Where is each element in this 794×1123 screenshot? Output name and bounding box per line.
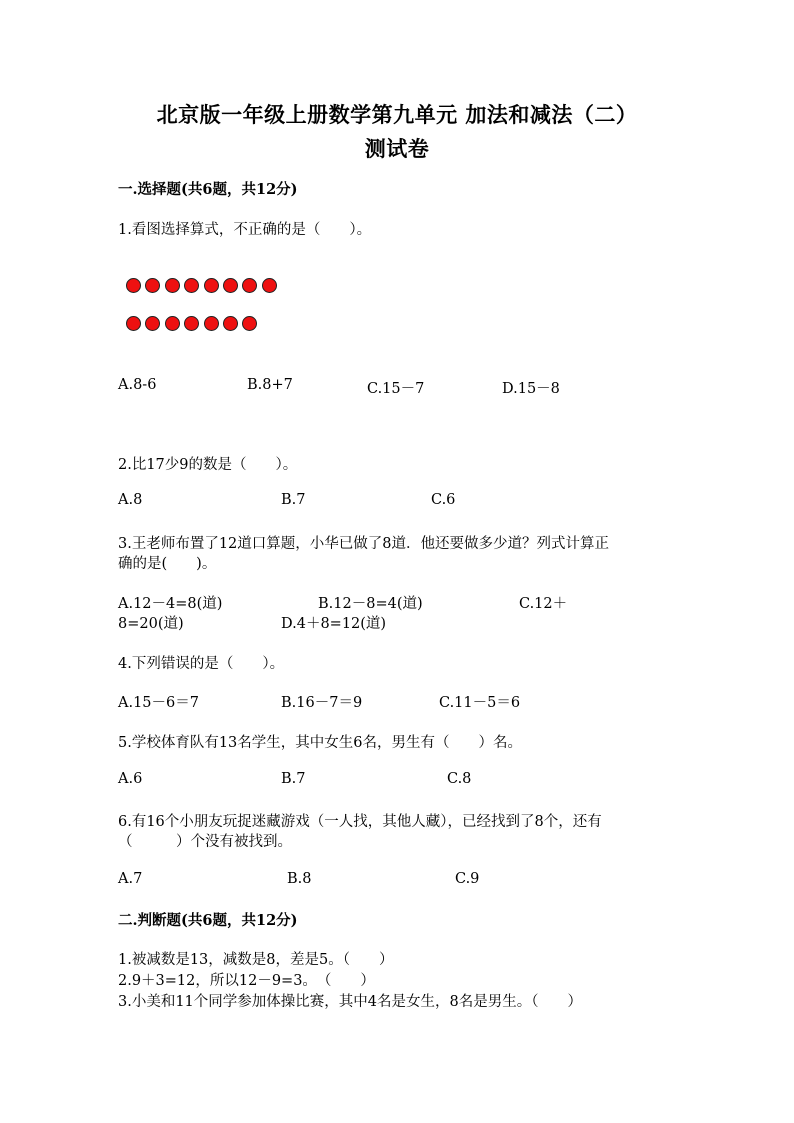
red-dot: [165, 278, 180, 293]
red-dot: [165, 316, 180, 331]
judgement-2-text: 2.9＋3=12，所以12－9=3。 （ ）: [118, 973, 375, 989]
question-6-text-line1: 6.有16个小朋友玩捉迷藏游戏（一人找，其他人藏），已经找到了8个，还有: [118, 814, 602, 830]
red-dot: [204, 278, 219, 293]
question-4-text: 4.下列错误的是（ ）。: [118, 656, 285, 672]
question-2-option-c[interactable]: C.6: [431, 492, 456, 508]
red-dot: [223, 278, 238, 293]
question-3-text-line1: 3.王老师布置了12道口算题，小华已做了8道．他还要做多少道？列式计算正: [118, 536, 610, 552]
page-title: 北京版一年级上册数学第九单元 加法和减法（二）: [156, 102, 638, 127]
red-dot: [223, 316, 238, 331]
red-dot: [145, 278, 160, 293]
red-dot: [126, 316, 141, 331]
page-subtitle: 测试卷: [364, 136, 430, 161]
question-2-option-a[interactable]: A.8: [118, 492, 143, 508]
question-3-text-line2: 确的是( )。: [118, 556, 217, 572]
question-1-option-c[interactable]: C.15－7: [367, 381, 425, 397]
question-6-option-b[interactable]: B.8: [287, 871, 312, 887]
red-dot: [184, 316, 199, 331]
question-2-text: 2.比17少9的数是（ ）。: [118, 457, 298, 473]
section-heading-judgement: 二.判断题(共6题，共12分): [118, 912, 298, 929]
judgement-3-text: 3.小美和11个同学参加体操比赛，其中4名是女生，8名是男生。（ ）: [118, 994, 582, 1010]
red-dot: [262, 278, 277, 293]
question-1-option-d[interactable]: D.15－8: [502, 381, 560, 397]
question-3-option-d[interactable]: D.4＋8=12(道): [281, 616, 387, 632]
red-dot: [204, 316, 219, 331]
question-4-option-b[interactable]: B.16－7＝9: [281, 695, 363, 711]
question-3-option-a[interactable]: A.12－4=8(道): [118, 596, 223, 612]
red-dot: [242, 278, 257, 293]
question-4-option-c[interactable]: C.11－5＝6: [439, 695, 521, 711]
section-heading-choice: 一.选择题(共6题，共12分): [118, 181, 298, 198]
question-1-option-b[interactable]: B.8+7: [247, 377, 293, 393]
question-6-text-line2: （ ）个没有被找到。: [118, 834, 292, 850]
question-6-option-c[interactable]: C.9: [455, 871, 480, 887]
red-dot: [184, 278, 199, 293]
red-dot: [145, 316, 160, 331]
question-5-option-a[interactable]: A.6: [118, 771, 143, 787]
question-3-option-c-continued[interactable]: 8=20(道): [118, 616, 184, 632]
question-1-text: 1.看图选择算式，不正确的是（ ）。: [118, 222, 372, 238]
question-3-option-c[interactable]: C.12＋: [519, 596, 568, 612]
question-5-option-c[interactable]: C.8: [447, 771, 472, 787]
red-dot: [126, 278, 141, 293]
question-5-option-b[interactable]: B.7: [281, 771, 306, 787]
question-3-option-b[interactable]: B.12－8=4(道): [318, 596, 423, 612]
judgement-1-text: 1.被减数是13，减数是8，差是5。（ ）: [118, 952, 394, 968]
question-6-option-a[interactable]: A.7: [118, 871, 143, 887]
question-2-option-b[interactable]: B.7: [281, 492, 306, 508]
question-5-text: 5.学校体育队有13名学生，其中女生6名，男生有（ ）名。: [118, 735, 523, 751]
question-1-option-a[interactable]: A.8-6: [118, 377, 157, 393]
question-4-option-a[interactable]: A.15－6＝7: [118, 695, 199, 711]
red-dot: [242, 316, 257, 331]
